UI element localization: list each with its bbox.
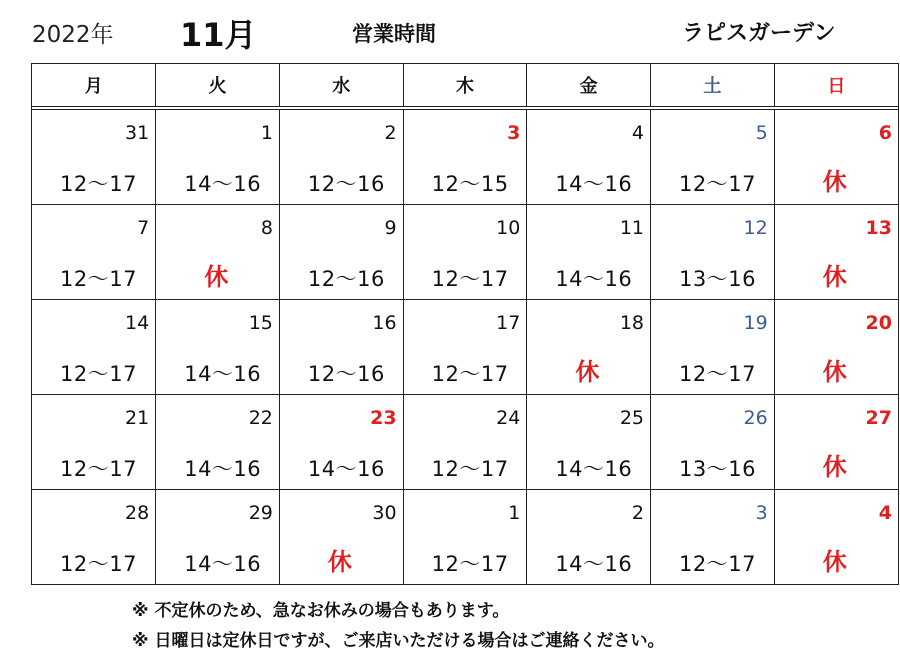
day-cell <box>32 300 156 395</box>
day-cell <box>279 108 403 205</box>
day-number: 17 <box>496 312 521 334</box>
day-cell <box>527 300 651 395</box>
day-number: 4 <box>878 502 892 524</box>
day-cell <box>651 205 775 300</box>
day-number: 28 <box>125 502 150 524</box>
day-cell <box>156 395 280 490</box>
closed-label: 休 <box>575 358 600 386</box>
hours-label: 12～17 <box>679 552 756 576</box>
day-number: 3 <box>507 122 521 144</box>
day-cell <box>403 108 527 205</box>
day-cell <box>651 108 775 205</box>
closed-label: 休 <box>327 548 352 576</box>
day-number: 22 <box>248 407 273 429</box>
day-cell <box>774 205 898 300</box>
week-row <box>32 395 898 490</box>
hours-label: 12～17 <box>431 362 509 386</box>
hours-label: 14～16 <box>184 172 262 196</box>
hours-label: 12～17 <box>60 457 137 481</box>
day-cell <box>527 490 651 585</box>
day-cell <box>527 395 651 490</box>
hours-label: 12～17 <box>60 362 137 386</box>
day-number: 10 <box>496 217 521 239</box>
day-cell <box>774 300 898 395</box>
day-cell <box>279 205 403 300</box>
day-number: 12 <box>743 217 768 239</box>
closed-label: 休 <box>822 263 847 291</box>
day-number: 7 <box>137 217 150 239</box>
hours-label: 12～17 <box>679 172 756 196</box>
day-number: 25 <box>619 407 645 429</box>
weekday-sat: 土 <box>651 64 775 108</box>
day-cell <box>156 108 280 205</box>
day-number: 13 <box>865 217 892 239</box>
hours-label: 12～17 <box>431 267 509 291</box>
hours-label: 14～16 <box>184 457 262 481</box>
hours-label: 14～16 <box>184 362 262 386</box>
week-row <box>32 490 898 585</box>
hours-label: 12～16 <box>307 267 385 291</box>
day-number: 8 <box>260 217 273 239</box>
day-cell <box>32 108 156 205</box>
day-number: 14 <box>125 312 150 334</box>
closed-label: 休 <box>822 358 847 386</box>
hours-label: 14～16 <box>307 457 385 481</box>
closed-label: 休 <box>822 548 847 576</box>
weekday-fri: 金 <box>527 64 651 108</box>
weekday-thu: 木 <box>403 64 527 108</box>
day-number: 21 <box>125 407 150 429</box>
calendar-grid <box>31 63 899 585</box>
hours-label: 14～16 <box>184 552 262 576</box>
day-number: 1 <box>260 122 273 144</box>
day-cell <box>279 490 403 585</box>
day-number: 27 <box>865 407 892 429</box>
hours-label: 12～15 <box>431 172 509 196</box>
day-number: 15 <box>248 312 273 334</box>
weekday-mon: 月 <box>32 64 156 108</box>
hours-label: 12～16 <box>307 172 385 196</box>
day-number: 4 <box>631 122 645 144</box>
notes <box>132 596 664 656</box>
day-number: 6 <box>878 122 892 144</box>
day-cell <box>403 395 527 490</box>
hours-label: 13～16 <box>679 267 756 291</box>
day-cell <box>32 490 156 585</box>
closed-label: 休 <box>822 453 847 481</box>
day-number: 5 <box>755 122 768 144</box>
day-cell <box>527 108 651 205</box>
day-cell <box>403 205 527 300</box>
hours-label: 12～17 <box>60 172 137 196</box>
hours-label: 12～17 <box>679 362 756 386</box>
day-number: 16 <box>372 312 397 334</box>
day-cell <box>651 490 775 585</box>
hours-label: 13～16 <box>679 457 756 481</box>
day-cell <box>279 395 403 490</box>
day-cell <box>403 490 527 585</box>
day-number: 29 <box>248 502 273 524</box>
hours-label: 14～16 <box>555 172 633 196</box>
day-number: 24 <box>496 407 521 429</box>
closed-label: 休 <box>204 263 229 291</box>
hours-label: 12～17 <box>431 457 509 481</box>
hours-label: 12～16 <box>307 362 385 386</box>
day-number: 2 <box>384 122 397 144</box>
day-number: 31 <box>125 122 150 144</box>
hours-label: 12～17 <box>60 267 137 291</box>
day-number: 19 <box>743 312 768 334</box>
shop-name: ラピスガーデン <box>682 21 836 46</box>
day-number: 3 <box>755 502 768 524</box>
weekday-wed: 水 <box>279 64 403 108</box>
day-cell <box>32 395 156 490</box>
day-cell <box>279 300 403 395</box>
day-number: 18 <box>619 312 645 334</box>
day-cell <box>774 490 898 585</box>
week-row <box>32 108 898 205</box>
day-cell <box>774 108 898 205</box>
month-label: 11月 <box>180 16 257 54</box>
weekday-tue: 火 <box>156 64 280 108</box>
note-sunday: ※ 日曜日は定休日ですが、ご来店いただける場合はご連絡ください。 <box>132 631 665 651</box>
closed-label: 休 <box>822 168 847 196</box>
day-cell <box>156 300 280 395</box>
page-title: 営業時間 <box>352 22 436 46</box>
day-number: 30 <box>372 502 397 524</box>
day-number: 20 <box>865 312 892 334</box>
calendar-body <box>32 108 898 584</box>
day-number: 1 <box>508 502 521 524</box>
hours-label: 12～17 <box>60 552 137 576</box>
day-cell <box>403 300 527 395</box>
hours-label: 12～17 <box>431 552 509 576</box>
calendar-header <box>0 0 900 62</box>
day-number: 23 <box>370 407 397 429</box>
day-cell <box>156 490 280 585</box>
day-cell <box>651 395 775 490</box>
year-label: 2022年 <box>32 22 114 48</box>
day-cell <box>156 205 280 300</box>
day-number: 26 <box>743 407 768 429</box>
hours-label: 14～16 <box>555 267 633 291</box>
day-cell <box>651 300 775 395</box>
day-number: 11 <box>619 217 645 239</box>
weekday-sun: 日 <box>774 64 898 108</box>
note-irregular-closure: ※ 不定休のため、急なお休みの場合もあります。 <box>132 601 510 621</box>
week-row <box>32 205 898 300</box>
day-number: 2 <box>631 502 645 524</box>
week-row <box>32 300 898 395</box>
day-cell <box>32 205 156 300</box>
weekday-header-row <box>32 64 898 108</box>
day-cell <box>774 395 898 490</box>
day-cell <box>527 205 651 300</box>
hours-label: 14～16 <box>555 457 633 481</box>
hours-label: 14～16 <box>555 552 633 576</box>
day-number: 9 <box>384 217 397 239</box>
